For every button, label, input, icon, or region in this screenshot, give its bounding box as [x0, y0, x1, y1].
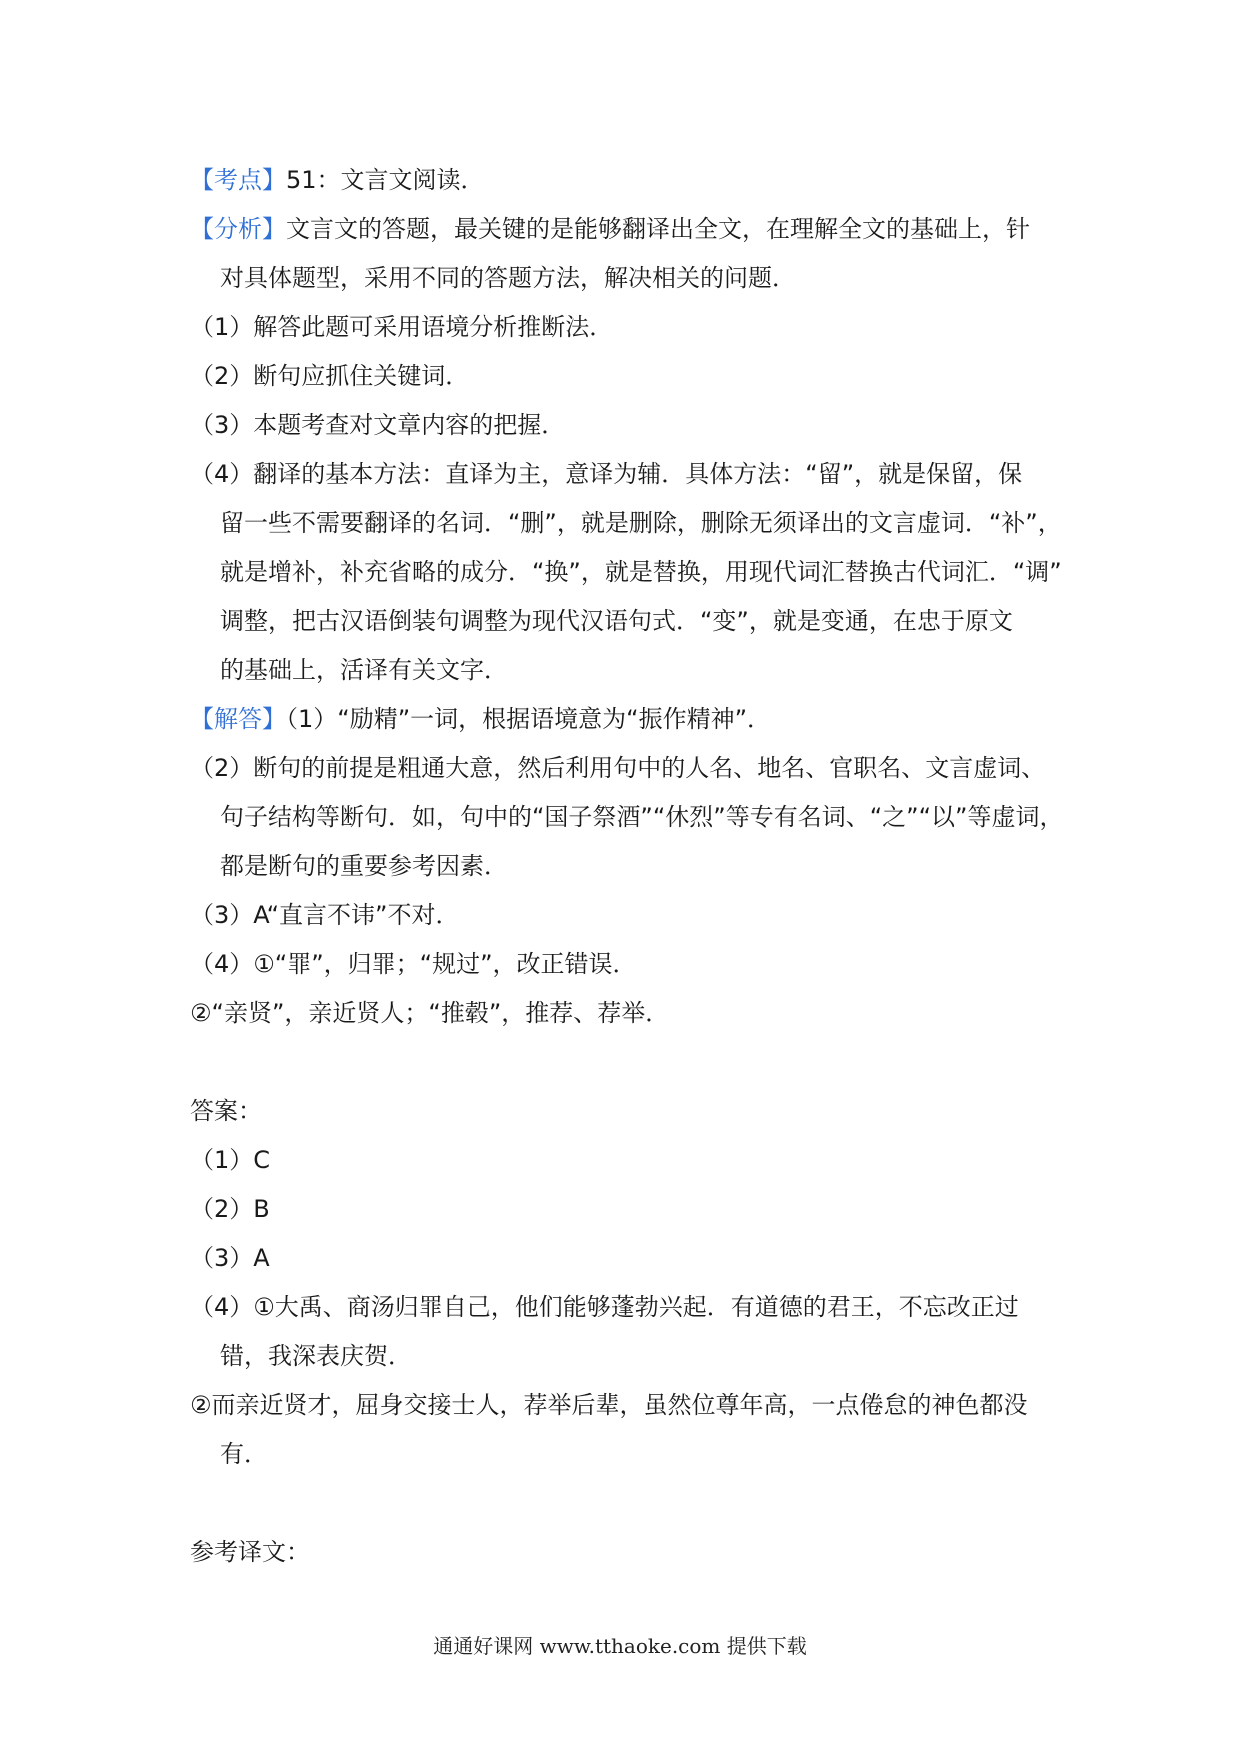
reference-heading: 参考译文： — [190, 1538, 310, 1566]
jieda-item-4-sub: ②“亲贤”，亲近贤人；“推毂”，推荐、荐举． — [190, 999, 670, 1027]
kaodian-line — [190, 156, 1070, 205]
jieda-line: 句子结构等断句．如，句中的“国子祭酒”“休烈”等专有名词、“之”“以”等虚词， — [220, 803, 1064, 831]
answer-item-2: （2）B — [190, 1195, 270, 1223]
fenxi-line: 调整，把古汉语倒装句调整为现代汉语句式．“变”，就是变通，在忠于原文 — [220, 607, 1013, 635]
fenxi-line-first — [190, 205, 1070, 254]
fenxi-line: 就是增补，补充省略的成分．“换”，就是替换，用现代词汇替换古代词汇．“调” — [220, 558, 1062, 586]
answer-item-4: （4）①大禹、商汤归罪自己，他们能够蓬勃兴起．有道德的君王，不忘改正过 — [190, 1293, 1019, 1321]
answer-item-1: （1）C — [190, 1146, 271, 1174]
page-footer: 通通好课网 www.tthaoke.com 提供下载 — [433, 1634, 807, 1658]
fenxi-line: 对具体题型，采用不同的答题方法，解决相关的问题． — [220, 264, 796, 292]
answer-line: 错，我深表庆贺． — [220, 1342, 412, 1370]
jieda-item-3: （3）A“直言不讳”不对． — [190, 901, 460, 929]
jieda-text: （1）“励精”一词，根据语境意为“振作精神”． — [286, 705, 772, 733]
fenxi-item-2: （2）断句应抓住关键词． — [190, 362, 470, 390]
jieda-item-4: （4）①“罪”，归罪；“规过”，改正错误． — [190, 950, 637, 978]
jieda-line: 都是断句的重要参考因素． — [220, 852, 508, 880]
fenxi-line: 的基础上，活译有关文字． — [220, 656, 508, 684]
answer-line: 有． — [220, 1440, 268, 1468]
kaodian-text: 51：文言文阅读． — [286, 166, 485, 194]
fenxi-text: 文言文的答题，最关键的是能够翻译出全文，在理解全文的基础上，针 — [286, 215, 1030, 243]
document-body — [190, 156, 1070, 1577]
spacer — [190, 1479, 1070, 1528]
jieda-line-first — [190, 695, 1070, 744]
spacer — [190, 1038, 1070, 1087]
fenxi-item-4: （4）翻译的基本方法：直译为主，意译为辅．具体方法：“留”，就是保留，保 — [190, 460, 1023, 488]
answer-heading: 答案： — [190, 1097, 262, 1125]
jieda-item-2: （2）断句的前提是粗通大意，然后利用句中的人名、地名、官职名、文言虚词、 — [190, 754, 1046, 782]
jieda-tag: 【解答】 — [190, 705, 286, 733]
fenxi-tag: 【分析】 — [190, 215, 286, 243]
fenxi-line: 留一些不需要翻译的名词．“删”，就是删除，删除无须译出的文言虚词．“补”， — [220, 509, 1062, 537]
kaodian-tag: 【考点】 — [190, 166, 286, 194]
fenxi-item-1: （1）解答此题可采用语境分析推断法． — [190, 313, 614, 341]
fenxi-item-3: （3）本题考查对文章内容的把握． — [190, 411, 566, 439]
answer-item-4-sub: ②而亲近贤才，屈身交接士人，荐举后辈，虽然位尊年高，一点倦怠的神色都没 — [190, 1391, 1028, 1419]
answer-item-3: （3）A — [190, 1244, 270, 1272]
